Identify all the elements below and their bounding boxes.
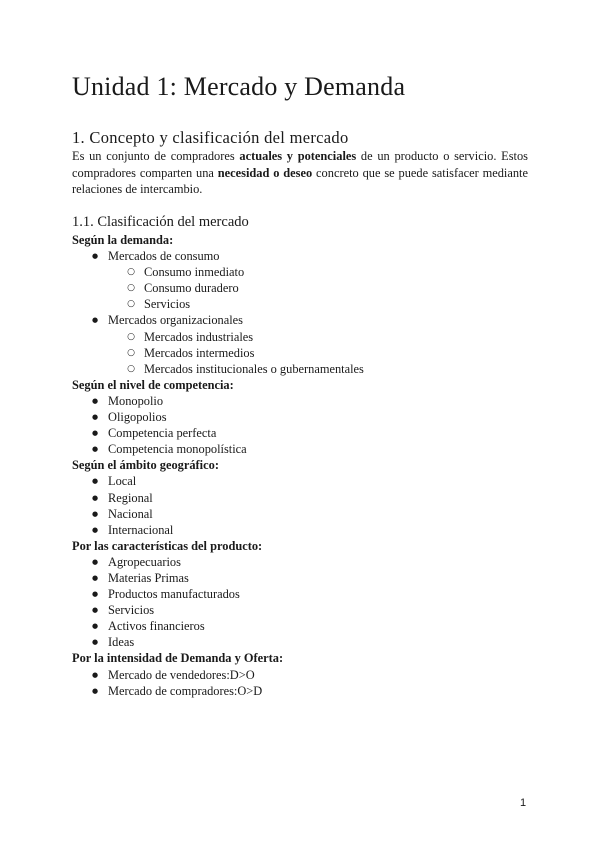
list-item (72, 409, 528, 425)
document-title: Unidad 1: Mercado y Demanda (72, 72, 406, 101)
list-item (72, 473, 528, 489)
sub-list-item (72, 280, 528, 296)
sub-list-item-text: Mercados intermedios (144, 345, 255, 360)
list-item-text: Oligopolios (108, 410, 167, 425)
paragraph-text-1: Es un conjunto de compradores (72, 149, 240, 163)
filled-bullet-icon: ● (91, 396, 99, 405)
sub-list-item-text: Mercados institucionales o gubernamentales (144, 361, 364, 376)
list-item (72, 522, 528, 538)
sub-list-item-text: Mercados industriales (144, 329, 254, 344)
list-item-text: Mercado de compradores:O>D (108, 683, 263, 698)
classification-group-label: Según el ámbito geográfico: (72, 458, 219, 473)
list-item-text: Productos manufacturados (108, 587, 240, 602)
definition-paragraph (72, 148, 528, 198)
hollow-bullet-icon: ○ (127, 347, 135, 358)
hollow-bullet-icon: ○ (127, 283, 135, 294)
sub-list-item (72, 345, 528, 361)
hollow-bullet-icon: ○ (127, 331, 135, 342)
filled-bullet-icon: ● (91, 429, 99, 438)
list-item (72, 490, 528, 506)
filled-bullet-icon: ● (91, 557, 99, 566)
list-item (72, 667, 528, 683)
list-item (72, 683, 528, 699)
filled-bullet-icon: ● (91, 622, 99, 631)
filled-bullet-icon: ● (91, 509, 99, 518)
hollow-bullet-icon: ○ (127, 267, 135, 278)
filled-bullet-icon: ● (91, 638, 99, 647)
filled-bullet-icon: ● (91, 606, 99, 615)
filled-bullet-icon: ● (91, 445, 99, 454)
list-item-text: Servicios (108, 603, 155, 618)
list-item (72, 570, 528, 586)
paragraph-text-2: de un producto o servicio. Estos compradores comparten una (72, 149, 528, 180)
list-item-text: Activos financieros (108, 619, 205, 634)
classification-group-label: Por las características del producto: (72, 538, 263, 553)
filled-bullet-icon: ● (91, 590, 99, 599)
list-item-text: Regional (108, 490, 153, 505)
list-item-text: Materias Primas (108, 570, 189, 585)
list-item (72, 586, 528, 602)
classification-group-label: Según la demanda: (72, 233, 174, 247)
filled-bullet-icon: ● (91, 252, 99, 261)
list-item-text: Local (108, 474, 137, 489)
list-item (72, 425, 528, 441)
list-item-text: Competencia monopolística (108, 442, 247, 457)
list-item (72, 554, 528, 570)
sub-list-item (72, 329, 528, 345)
list-item-text: Monopolio (108, 393, 164, 408)
filled-bullet-icon: ● (91, 686, 99, 695)
list-item (72, 393, 528, 409)
list-item-text: Nacional (108, 506, 153, 521)
list-item (72, 248, 528, 264)
sub-list-item (72, 361, 528, 377)
sub-list-item-text: Consumo duradero (144, 281, 239, 296)
classification-group-label: Según el nivel de competencia: (72, 377, 234, 392)
list-item-text: Mercado de vendedores:D>O (108, 667, 255, 682)
paragraph-bold-2: necesidad o deseo (217, 165, 313, 180)
filled-bullet-icon: ● (91, 413, 99, 422)
filled-bullet-icon: ● (91, 670, 99, 679)
paragraph-text-3: concreto que se puede satisfacer mediante relaciones de intercambio. (72, 165, 528, 196)
filled-bullet-icon: ● (91, 316, 99, 325)
list-item-text: Mercados de consumo (108, 249, 220, 264)
filled-bullet-icon: ● (91, 477, 99, 486)
list-item-text: Competencia perfecta (108, 426, 217, 441)
hollow-bullet-icon: ○ (127, 299, 135, 310)
classification-group-label: Por la intensidad de Demanda y Oferta: (72, 651, 284, 666)
list-item-text: Ideas (108, 635, 135, 650)
filled-bullet-icon: ● (91, 493, 99, 502)
list-item (72, 618, 528, 634)
section-heading: 1. Concepto y clasificación del mercado (72, 128, 349, 147)
list-item-text: Internacional (108, 522, 174, 537)
list-item (72, 602, 528, 618)
list-item (72, 506, 528, 522)
sub-list-item (72, 264, 528, 280)
subsection-heading: 1.1. Clasificación del mercado (72, 214, 249, 230)
filled-bullet-icon: ● (91, 573, 99, 582)
sub-list-item-text: Consumo inmediato (144, 265, 245, 280)
list-item (72, 634, 528, 650)
classification-list (72, 232, 528, 699)
list-item-text: Agropecuarios (108, 554, 181, 569)
list-item (72, 441, 528, 457)
filled-bullet-icon: ● (91, 525, 99, 534)
paragraph-bold-1: actuales y potenciales (239, 149, 357, 163)
hollow-bullet-icon: ○ (127, 363, 135, 374)
sub-list-item-text: Servicios (144, 297, 191, 312)
page-number: 1 (519, 797, 527, 809)
list-item-text: Mercados organizacionales (108, 313, 243, 328)
list-item (72, 312, 528, 328)
sub-list-item (72, 296, 528, 312)
